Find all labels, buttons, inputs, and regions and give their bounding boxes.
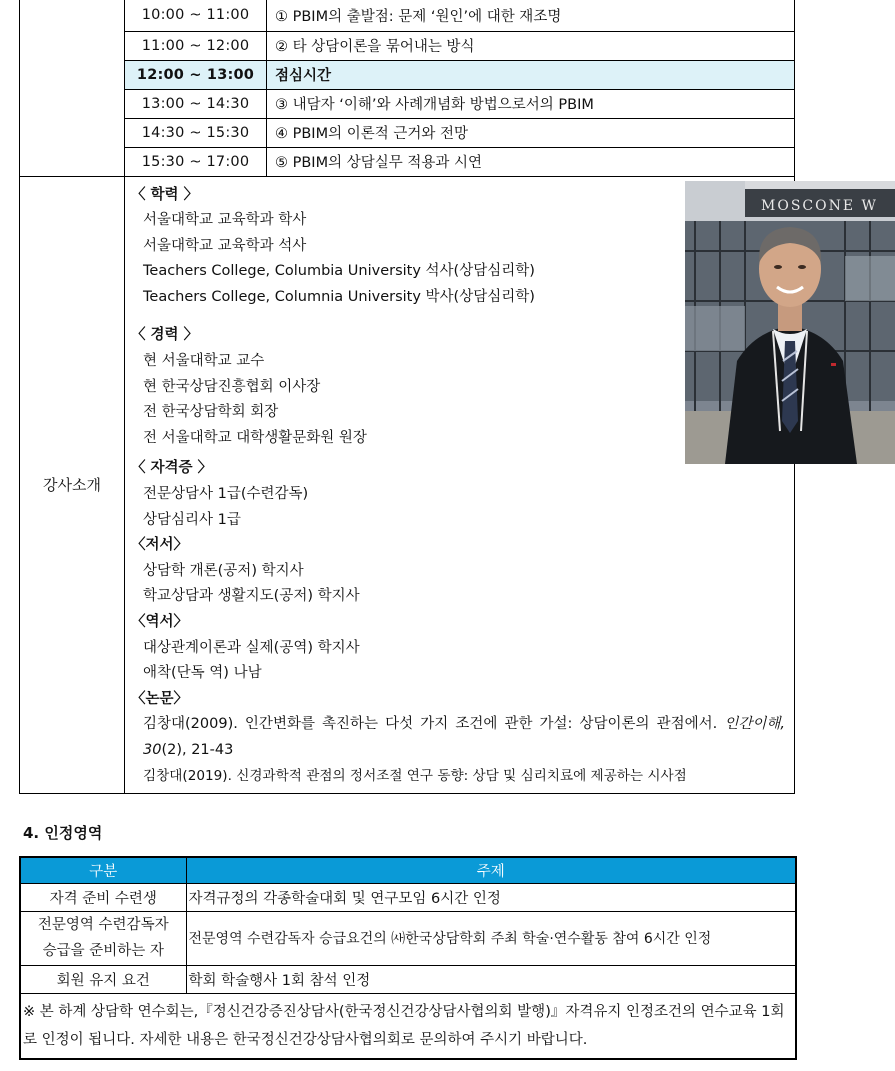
translation-item: 대상관계이론과 실제(공역) 학지사 xyxy=(143,639,360,656)
paper-1-rest: (2), 21-43 xyxy=(161,741,234,758)
instructor-photo xyxy=(685,181,895,464)
paper-item: 김창대(2019). 신경과학적 관점의 정서조절 연구 동향: 상담 및 심리치료에 제공하는 시사점 xyxy=(143,767,687,784)
program-table xyxy=(19,0,878,794)
schedule-time: 14:30 ~ 15:30 xyxy=(125,118,267,147)
row-category xyxy=(20,911,186,965)
certification-row xyxy=(20,965,796,993)
row-category-line: 승급을 준비하는 자 xyxy=(42,943,164,959)
career-item: 현 한국상담진흥협회 이사장 xyxy=(143,378,321,395)
book-item: 상담학 개론(공저) 학지사 xyxy=(143,562,304,579)
translations-header: 〈역서〉 xyxy=(131,614,189,630)
certification-row xyxy=(20,911,796,965)
schedule-time: 13:00 ~ 14:30 xyxy=(125,89,267,118)
schedule-row-lunch xyxy=(20,60,795,89)
paper-1-journal: 인간이해, 30 xyxy=(143,716,785,758)
paper-item xyxy=(135,712,785,763)
schedule-time: 15:30 ~ 17:00 xyxy=(125,147,267,176)
certification-note: ※ 본 하계 상담학 연수회는,『정신건강증진상담사(한국정신건강상담사협의회 발행)』자격유지 인정조건의 연수교육 1회로 인정이 됩니다. 자세한 내용은 한국정신건강상담사협의회로 문의하여 주시기 바랍니다. xyxy=(20,993,796,1059)
license-item: 상담심리사 1급 xyxy=(143,511,241,528)
papers-header: 〈논문〉 xyxy=(131,690,189,707)
schedule-time: 11:00 ~ 12:00 xyxy=(125,31,267,60)
career-item: 전 한국상담학회 회장 xyxy=(143,404,279,421)
instructor-bio xyxy=(131,183,785,790)
section-title: 4. 인정영역 xyxy=(23,824,103,842)
schedule-topic: ⑤ PBIM의 상담실무 적용과 시연 xyxy=(267,147,795,176)
book-item: 학교상담과 생활지도(공저) 학지사 xyxy=(143,588,360,605)
schedule-topic: ① PBIM의 출발점: 문제 ‘원인’에 대한 재조명 xyxy=(267,0,795,31)
license-item: 전문상담사 1급(수련감독) xyxy=(143,486,309,503)
certification-table xyxy=(19,856,797,1060)
translation-item: 애착(단독 역) 나남 xyxy=(143,665,262,682)
education-item: Teachers College, Columnia University 박사(상담심리학) xyxy=(143,288,535,305)
paper-1-main: 김창대(2009). 인간변화를 촉진하는 다섯 가지 조건에 관한 가설: 상담이론의 관점에서. xyxy=(143,716,725,733)
photo-sign-text: MOSCONE W xyxy=(761,197,878,214)
schedule-topic: 점심시간 xyxy=(267,60,795,89)
education-item: 서울대학교 교육학과 학사 xyxy=(143,212,307,229)
schedule-topic: ④ PBIM의 이론적 근거와 전망 xyxy=(267,118,795,147)
certification-header-row xyxy=(20,857,796,883)
education-item: 서울대학교 교육학과 석사 xyxy=(143,237,307,254)
instructor-row xyxy=(20,176,795,793)
schedule-row xyxy=(20,31,795,60)
row-topic: 전문영역 수련감독자 승급요건의 ㈔한국상담학회 주최 학술·연수활동 참여 6시간 인정 xyxy=(186,911,796,965)
schedule-row xyxy=(20,89,795,118)
schedule-row xyxy=(20,0,795,31)
schedule-row xyxy=(20,118,795,147)
row-topic: 자격규정의 각종학술대회 및 연구모임 6시간 인정 xyxy=(186,883,796,911)
schedule-topic: ③ 내담자 ‘이해’와 사례개념화 방법으로서의 PBIM xyxy=(267,89,795,118)
education-item: Teachers College, Columbia University 석사(상담심리학) xyxy=(143,263,535,280)
education-header: 〈 학력 〉 xyxy=(131,186,199,203)
row-category-line: 전문영역 수련감독자 xyxy=(37,917,169,933)
schedule-topic: ② 타 상담이론을 묶어내는 방식 xyxy=(267,31,795,60)
career-item: 현 서울대학교 교수 xyxy=(143,353,265,370)
row-category: 회원 유지 요건 xyxy=(20,965,186,993)
certification-note-row xyxy=(20,993,796,1059)
schedule-time: 10:00 ~ 11:00 xyxy=(125,0,267,31)
program-table-wrapper xyxy=(19,0,878,794)
header-category: 구분 xyxy=(20,857,186,883)
schedule-row xyxy=(20,147,795,176)
books-header: 〈저서〉 xyxy=(131,537,189,554)
license-header: 〈 자격증 〉 xyxy=(131,460,213,477)
row-category: 자격 준비 수련생 xyxy=(20,883,186,911)
header-topic: 주제 xyxy=(186,857,796,883)
certification-row xyxy=(20,883,796,911)
career-header: 〈 경력 〉 xyxy=(131,327,199,344)
schedule-time: 12:00 ~ 13:00 xyxy=(125,60,267,89)
row-topic: 학회 학술행사 1회 참석 인정 xyxy=(186,965,796,993)
schedule-left-blank xyxy=(20,0,125,176)
instructor-bio-cell xyxy=(125,176,878,793)
instructor-label: 강사소개 xyxy=(20,176,125,793)
career-item: 전 서울대학교 대학생활문화원 원장 xyxy=(143,429,367,446)
